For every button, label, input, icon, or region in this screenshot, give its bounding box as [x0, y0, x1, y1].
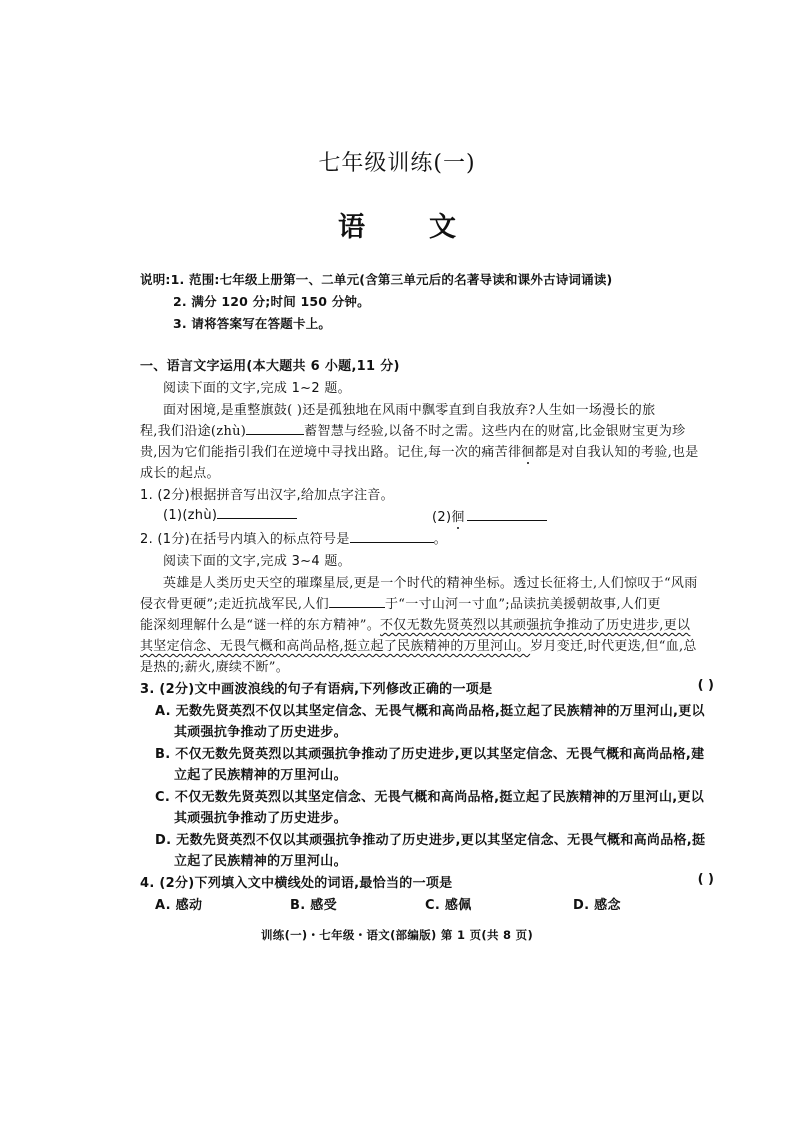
passage2-line-2b: 于“一寸山河一寸血”;品读抗美援朝故事,人们更	[384, 597, 661, 612]
question-2-end: 。	[433, 532, 447, 547]
reading-instruction-2: 阅读下面的文字,完成 3~4 题。	[163, 554, 351, 569]
passage2-line-2	[140, 593, 661, 612]
question-1-part-2	[432, 506, 547, 525]
question-3-option-a-line-2: 其顽强抗争推动了历史进步。	[174, 725, 347, 740]
instructions-line-1	[140, 270, 612, 288]
question-4-option-d[interactable]: D. 感念	[573, 898, 621, 913]
question-3-option-b-line-1[interactable]: B. 不仅无数先贤英烈以其顽强抗争推动了历史进步,更以其坚定信念、无畏气概和高尚品格,建	[155, 747, 705, 762]
dotted-char-hui: 徊	[521, 445, 535, 460]
dotted-char-hui-2: 徊	[451, 510, 465, 525]
question-3-option-b-line-2: 立起了民族精神的万里河山。	[174, 768, 347, 783]
question-4-option-a[interactable]: A. 感动	[155, 898, 203, 913]
wavy-sentence-part-1: 不仅无数先贤英烈以其顽强抗争推动了历史进步,更以	[380, 618, 691, 633]
question-3-option-d-line-2: 立起了民族精神的万里河山。	[174, 854, 347, 869]
question-3-option-c-line-2: 其顽强抗争推动了历史进步。	[174, 811, 347, 826]
section-heading: 一、语言文字运用(本大题共 6 小题,11 分)	[140, 359, 400, 374]
question-2-text: 2. (1分)在括号内填入的标点符号是	[140, 532, 350, 547]
answer-blank-1[interactable]	[217, 506, 297, 519]
passage1-blank-zhu	[246, 422, 304, 435]
passage2-line-3a: 能深刻理解什么是“谜一样的东方精神”。	[140, 618, 380, 633]
question-4: 4. (2分)下列填入文中横线处的词语,最恰当的一项是	[140, 876, 453, 891]
instructions-item-2: 2. 满分 120 分;时间 150 分钟。	[173, 294, 370, 309]
passage2-blank	[329, 595, 385, 608]
question-2	[140, 528, 447, 547]
question-1-part-1	[163, 506, 297, 523]
question-4-option-b[interactable]: B. 感受	[290, 898, 337, 913]
question-3: 3. (2分)文中画波浪线的句子有语病,下列修改正确的一项是	[140, 682, 493, 697]
page-footer: 训练(一)・七年级・语文(部编版) 第 1 页(共 8 页)	[260, 928, 534, 942]
title-char-1: 语	[338, 212, 365, 243]
answer-blank-2[interactable]	[467, 508, 547, 521]
passage2-line-4	[140, 635, 697, 654]
question-3-option-d-line-1[interactable]: D. 无数先贤英烈不仅以其顽强抗争推动了历史进步,更以其坚定信念、无畏气概和高尚品格,挺	[155, 833, 706, 848]
passage2-line-4b: 岁月变迁,时代更迭,但“血,总	[530, 639, 697, 654]
question-4-option-c[interactable]: C. 感佩	[425, 898, 472, 913]
wavy-sentence-part-2: 其坚定信念、无畏气概和高尚品格,挺立起了民族精神的万里河山。	[140, 639, 531, 654]
exam-subtitle: 七年级训练(一)	[318, 151, 476, 176]
passage1-line-4: 成长的起点。	[140, 466, 220, 481]
exam-title	[0, 205, 794, 244]
question-4-answer-paren[interactable]: ( )	[697, 872, 714, 887]
answer-blank-3[interactable]	[350, 530, 434, 543]
passage1-line-3a: 贵,因为它们能指引我们在逆境中寻找出路。记住,每一次的痛苦徘	[140, 445, 522, 460]
title-char-2: 文	[429, 212, 456, 243]
instructions-item-1: 1. 范围:七年级上册第一、二单元(含第三单元后的名著导读和课外古诗词诵读)	[170, 272, 613, 287]
passage1-line-1: 面对困境,是重整旗鼓( )还是孤独地在风雨中飘零直到自我放弃?人生如一场漫长的旅	[163, 403, 656, 418]
reading-instruction-1: 阅读下面的文字,完成 1~2 题。	[163, 381, 351, 396]
question-3-option-a-line-1[interactable]: A. 无数先贤英烈不仅以其坚定信念、无畏气概和高尚品格,挺立起了民族精神的万里河山,更以	[155, 704, 705, 719]
passage1-line-2b: 蓄智慧与经验,以备不时之需。这些内在的财富,比金银财宝更为珍	[304, 424, 686, 439]
passage1-line-3	[140, 441, 699, 460]
passage2-line-5: 是热的;薪火,赓续不断”。	[140, 660, 290, 675]
passage1-line-3b: 都是对自我认知的考验,也是	[534, 445, 699, 460]
passage2-line-2a: 侵衣骨更硬”;走近抗战军民,人们	[140, 597, 329, 612]
passage1-line-2a: 程,我们沿途(zhù)	[140, 424, 247, 439]
passage2-line-1: 英雄是人类历史天空的璀璨星辰,更是一个时代的精神坐标。透过长征将士,人们惊叹于“风雨	[163, 576, 698, 591]
question-1-part-2-label: (2)	[432, 510, 452, 525]
instructions-label: 说明:	[140, 272, 171, 287]
instructions-item-3: 3. 请将答案写在答题卡上。	[173, 316, 332, 331]
passage1-line-2	[140, 420, 685, 439]
question-1-part-1-label: (1)(zhù)	[163, 508, 218, 523]
question-3-answer-paren[interactable]: ( )	[697, 678, 714, 693]
question-1: 1. (2分)根据拼音写出汉字,给加点字注音。	[140, 488, 394, 503]
question-3-option-c-line-1[interactable]: C. 不仅无数先贤英烈以其坚定信念、无畏气概和高尚品格,挺立起了民族精神的万里河山,更以	[155, 790, 705, 805]
passage2-line-3	[140, 614, 690, 633]
